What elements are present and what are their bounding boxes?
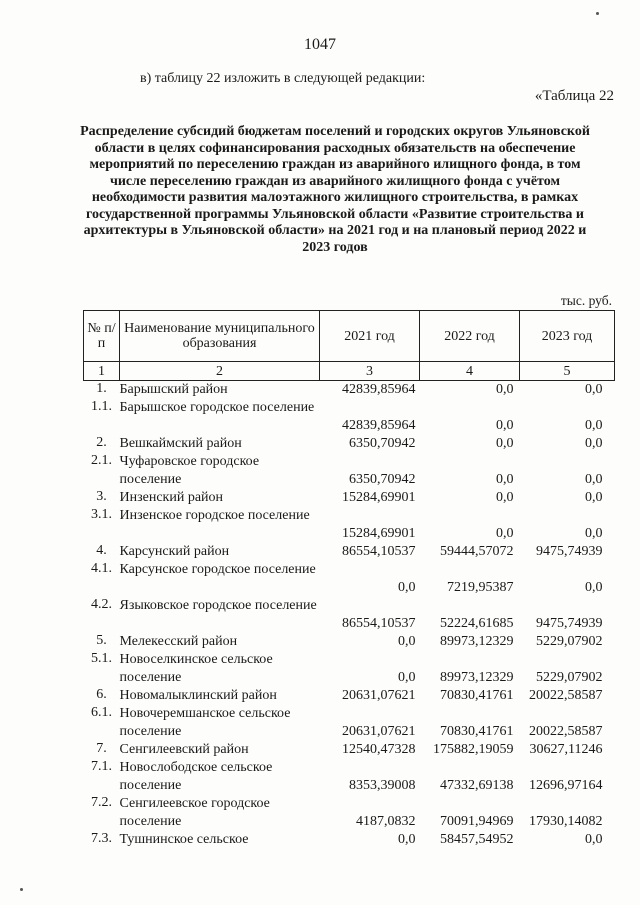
row-value-2021: 86554,10537 (342, 616, 416, 631)
header-2022: 2022 год (420, 311, 520, 362)
subsidies-table (83, 310, 615, 849)
row-name: Сенгилеевский район (119, 742, 249, 757)
scan-speck (20, 888, 23, 891)
row-value-2021: 12540,47328 (342, 742, 416, 757)
row-number: 6. (96, 687, 107, 702)
row-value-2021: 6350,70942 (349, 472, 416, 487)
row-value-2022: 89973,12329 (440, 634, 514, 649)
row-value-2022: 0,0 (496, 418, 514, 433)
row-value-2023: 0,0 (585, 832, 603, 847)
row-value-2021: 20631,07621 (342, 688, 416, 703)
table-caption: «Таблица 22 (534, 88, 614, 104)
row-name: Барышский район (119, 382, 228, 397)
row-name: Языковское городское поселение (119, 598, 317, 613)
table-row (84, 597, 615, 633)
table-row (84, 687, 615, 705)
row-number: 4.2. (91, 597, 112, 612)
row-value-2021: 0,0 (398, 832, 416, 847)
row-number: 7.2. (91, 795, 112, 810)
row-value-2022: 0,0 (496, 436, 514, 451)
row-name: Инзенский район (119, 490, 224, 505)
row-number: 1.1. (91, 399, 112, 414)
row-value-2021: 4187,0832 (356, 814, 416, 829)
table-body (84, 381, 615, 850)
row-value-2022: 58457,54952 (440, 832, 514, 847)
row-value-2021: 20631,07621 (342, 724, 416, 739)
row-name: Тушнинское сельское (119, 832, 249, 847)
row-value-2023: 20022,58587 (529, 688, 603, 703)
row-number: 3.1. (91, 507, 112, 522)
table-row (84, 543, 615, 561)
row-number: 4.1. (91, 561, 112, 576)
table-row (84, 453, 615, 489)
row-number: 6.1. (91, 705, 112, 720)
row-name: Вешкаймский район (119, 436, 242, 451)
row-number: 7.1. (91, 759, 112, 774)
table-row (84, 489, 615, 507)
row-number: 2. (96, 435, 107, 450)
row-name: Карсунский район (119, 544, 230, 559)
row-value-2022: 0,0 (496, 490, 514, 505)
row-value-2022: 70830,41761 (440, 724, 514, 739)
table-row (84, 831, 615, 849)
row-number: 2.1. (91, 453, 112, 468)
row-name: Барышское городское поселение (119, 400, 315, 415)
row-value-2021: 15284,69901 (342, 526, 416, 541)
row-name: Новомалыклинский район (119, 688, 277, 703)
row-value-2023: 0,0 (585, 436, 603, 451)
row-value-2023: 17930,14082 (529, 814, 603, 829)
row-name: Новослободское сельское поселение (119, 760, 273, 793)
row-value-2022: 47332,69138 (440, 778, 514, 793)
row-number: 3. (96, 489, 107, 504)
row-number: 7. (96, 741, 107, 756)
row-value-2023: 5229,07902 (536, 670, 603, 685)
page-number: 1047 (304, 36, 336, 53)
table-row (84, 759, 615, 795)
row-number: 5.1. (91, 651, 112, 666)
table-row (84, 741, 615, 759)
header-row (84, 311, 615, 362)
row-value-2023: 12696,97164 (529, 778, 603, 793)
row-value-2022: 0,0 (496, 472, 514, 487)
column-numbers-row (84, 362, 615, 381)
row-name: Карсунское городское поселение (119, 562, 316, 577)
header-name: Наименование муниципального образования (120, 311, 320, 362)
column-number: 2 (120, 362, 320, 381)
row-value-2023: 0,0 (585, 526, 603, 541)
row-name: Инзенское городское поселение (119, 508, 310, 523)
scan-speck (596, 12, 599, 15)
row-value-2021: 6350,70942 (349, 436, 416, 451)
row-value-2022: 70091,94969 (440, 814, 514, 829)
column-number: 4 (420, 362, 520, 381)
table-row (84, 399, 615, 435)
column-number: 1 (84, 362, 120, 381)
row-value-2022: 89973,12329 (440, 670, 514, 685)
intro-text: в) таблицу 22 изложить в следующей редакции: (140, 71, 426, 86)
row-value-2022: 7219,95387 (447, 580, 514, 595)
row-name: Сенгилеевское городское поселение (119, 796, 270, 829)
header-2021: 2021 год (320, 311, 420, 362)
row-value-2023: 0,0 (585, 382, 603, 397)
row-value-2021: 15284,69901 (342, 490, 416, 505)
row-value-2022: 70830,41761 (440, 688, 514, 703)
row-value-2021: 42839,85964 (342, 418, 416, 433)
column-number: 3 (320, 362, 420, 381)
table-row (84, 633, 615, 651)
row-number: 7.3. (91, 831, 112, 846)
row-name: Новоселкинское сельское поселение (119, 652, 273, 685)
row-value-2022: 0,0 (496, 382, 514, 397)
row-value-2021: 86554,10537 (342, 544, 416, 559)
header-2023: 2023 год (520, 311, 615, 362)
column-number: 5 (520, 362, 615, 381)
row-value-2023: 0,0 (585, 490, 603, 505)
unit-label: тыс. руб. (560, 293, 612, 308)
row-value-2023: 5229,07902 (536, 634, 603, 649)
row-name: Чуфаровское городское поселение (119, 454, 260, 487)
row-number: 4. (96, 543, 107, 558)
row-value-2023: 20022,58587 (529, 724, 603, 739)
table-row (84, 795, 615, 831)
row-value-2022: 59444,57072 (440, 544, 514, 559)
row-value-2023: 9475,74939 (536, 616, 603, 631)
row-value-2023: 0,0 (585, 580, 603, 595)
table-row (84, 651, 615, 687)
row-value-2021: 0,0 (398, 634, 416, 649)
row-value-2022: 52224,61685 (440, 616, 514, 631)
row-value-2022: 0,0 (496, 526, 514, 541)
table-row (84, 381, 615, 400)
row-value-2022: 175882,19059 (433, 742, 514, 757)
row-value-2023: 30627,11246 (529, 742, 603, 757)
table-row (84, 705, 615, 741)
row-value-2021: 0,0 (398, 580, 416, 595)
row-name: Мелекесский район (119, 634, 238, 649)
table-row (84, 507, 615, 543)
row-number: 1. (96, 381, 107, 396)
row-value-2021: 0,0 (398, 670, 416, 685)
row-value-2023: 9475,74939 (536, 544, 603, 559)
row-value-2023: 0,0 (585, 472, 603, 487)
table-row (84, 561, 615, 597)
row-value-2021: 42839,85964 (342, 382, 416, 397)
document-title: Распределение субсидий бюджетам поселений и городских округов Ульяновской области в целях софинансирования расходных обязательств на обеспечение мероприятий по переселению граждан из аварийного илищного фонда, в том числе переселению граждан из аварийного жилищного фонда с учётом необходимости развития малоэтажного жилищного строительства, в рамках государственной программы Ульяновской области «Развитие строительства и архитектуры в Ульяновской области» на 2021 год и на плановый период 2022 и 2023 годов (80, 124, 590, 255)
row-number: 5. (96, 633, 107, 648)
row-name: Новочеремшанское сельское поселение (119, 706, 291, 739)
row-value-2021: 8353,39008 (349, 778, 416, 793)
header-number: № п/п (84, 311, 120, 362)
table-row (84, 435, 615, 453)
row-value-2023: 0,0 (585, 418, 603, 433)
